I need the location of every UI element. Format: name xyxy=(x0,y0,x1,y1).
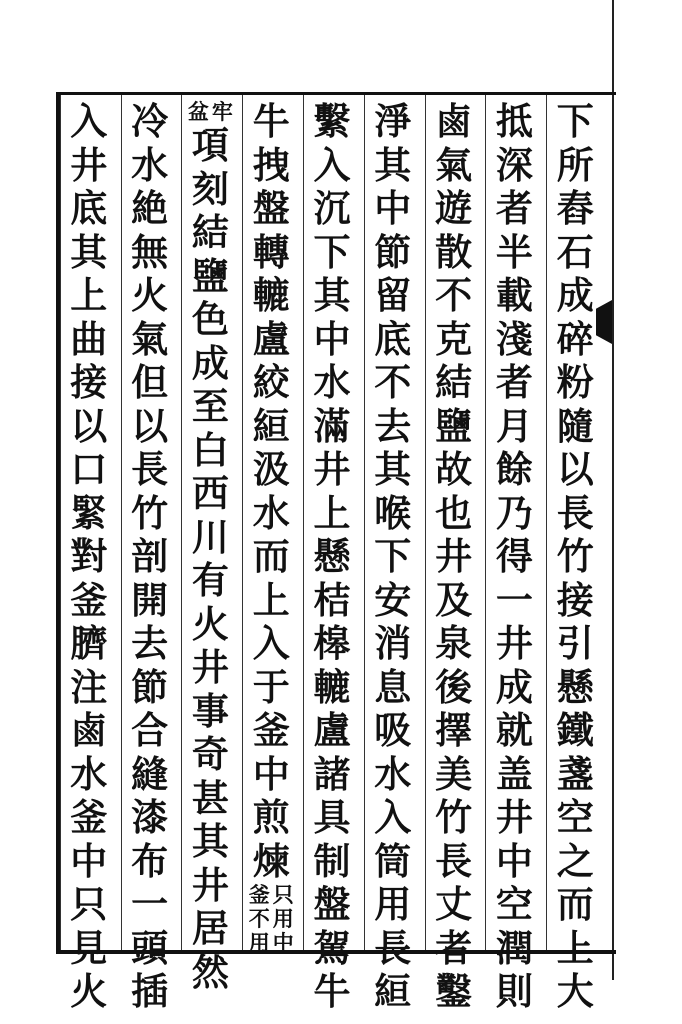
character: 盞 xyxy=(556,751,594,796)
character: 竹 xyxy=(131,490,169,535)
character: 其 xyxy=(191,819,229,863)
character: 剖 xyxy=(131,534,169,578)
character: 就 xyxy=(495,708,533,752)
character: 諸 xyxy=(313,751,351,796)
character: 居 xyxy=(191,906,229,950)
character: 美 xyxy=(435,751,473,796)
character: 西 xyxy=(191,471,229,515)
character: 中 xyxy=(70,838,108,883)
character: 消 xyxy=(374,621,412,665)
character: 絙 xyxy=(252,403,290,448)
character: 長 xyxy=(131,447,169,491)
character: 入 xyxy=(374,795,412,839)
character: 竹 xyxy=(435,795,473,839)
character: 白 xyxy=(191,427,229,472)
top-annotation xyxy=(187,100,233,124)
text-column xyxy=(184,99,236,994)
text-column xyxy=(428,99,480,1013)
character: 筒 xyxy=(374,838,412,883)
character: 桔 xyxy=(313,577,351,622)
character: 故 xyxy=(435,447,473,491)
character: 底 xyxy=(70,186,108,230)
character: 舂 xyxy=(556,186,594,230)
character: 空 xyxy=(495,882,533,926)
character: 火 xyxy=(191,601,229,646)
character: 及 xyxy=(435,577,473,622)
annotation-character: 釜 xyxy=(248,882,270,907)
annotation-left-line xyxy=(187,100,209,124)
character: 下 xyxy=(556,99,594,143)
character: 井 xyxy=(435,534,473,578)
annotation-character: 盆 xyxy=(187,99,209,124)
column-separator xyxy=(425,95,426,950)
column-text xyxy=(310,100,354,1014)
character: 井 xyxy=(495,795,533,839)
character: 井 xyxy=(70,142,108,187)
character: 以 xyxy=(70,403,108,448)
character: 轆 xyxy=(252,273,290,317)
text-column xyxy=(306,99,358,1013)
character: 所 xyxy=(556,142,594,187)
column-separator xyxy=(364,95,365,950)
column-text xyxy=(249,100,293,883)
character: 項 xyxy=(191,123,229,167)
character: 懸 xyxy=(313,534,351,578)
column-text xyxy=(188,124,232,994)
character: 大 xyxy=(556,969,594,1013)
column-separator xyxy=(242,95,243,950)
character: 縫 xyxy=(131,751,169,796)
character: 臍 xyxy=(70,621,108,665)
character: 節 xyxy=(374,229,412,274)
character: 拽 xyxy=(252,142,290,187)
character: 氣 xyxy=(131,316,169,361)
character: 懸 xyxy=(556,664,594,709)
column-text xyxy=(432,100,476,1014)
character: 中 xyxy=(495,838,533,883)
character: 井 xyxy=(191,862,229,907)
character: 只 xyxy=(70,882,108,926)
text-column xyxy=(245,99,297,955)
character: 中 xyxy=(374,186,412,230)
character: 盤 xyxy=(252,186,290,230)
character: 半 xyxy=(495,229,533,274)
character: 制 xyxy=(313,838,351,883)
character: 絶 xyxy=(131,186,169,230)
character: 不 xyxy=(435,273,473,317)
character: 插 xyxy=(131,969,169,1013)
character: 轉 xyxy=(252,229,290,274)
character: 盧 xyxy=(252,316,290,361)
character: 盧 xyxy=(313,708,351,752)
character: 一 xyxy=(131,882,169,926)
character: 餘 xyxy=(495,447,533,491)
character: 引 xyxy=(556,621,594,665)
character: 然 xyxy=(191,949,229,994)
character: 火 xyxy=(70,969,108,1013)
character: 牛 xyxy=(313,969,351,1013)
character: 留 xyxy=(374,273,412,317)
character: 鐵 xyxy=(556,708,594,752)
column-separator xyxy=(121,95,122,950)
text-column xyxy=(367,99,419,1013)
character: 有 xyxy=(191,558,229,602)
character: 者 xyxy=(495,186,533,230)
character: 刻 xyxy=(191,166,229,211)
character: 乃 xyxy=(495,490,533,535)
annotation-left-line xyxy=(248,883,270,955)
column-separator xyxy=(181,95,182,950)
character: 駕 xyxy=(313,925,351,970)
character: 色 xyxy=(191,297,229,341)
character: 深 xyxy=(495,142,533,187)
character: 擇 xyxy=(435,708,473,752)
character: 去 xyxy=(131,621,169,665)
text-column xyxy=(124,99,176,1013)
character: 汲 xyxy=(252,447,290,491)
character: 結 xyxy=(191,210,229,254)
character: 泉 xyxy=(435,621,473,665)
character: 後 xyxy=(435,664,473,709)
character: 中 xyxy=(313,316,351,361)
character: 下 xyxy=(374,534,412,578)
character: 布 xyxy=(131,838,169,883)
character: 上 xyxy=(313,490,351,535)
text-column xyxy=(549,99,601,1013)
annotation-character: 牢 xyxy=(211,99,233,124)
character: 水 xyxy=(374,751,412,796)
column-text xyxy=(492,100,536,1014)
character: 石 xyxy=(556,229,594,274)
character: 結 xyxy=(435,360,473,404)
character: 成 xyxy=(495,664,533,709)
character: 井 xyxy=(313,447,351,491)
character: 至 xyxy=(191,384,229,428)
character: 上 xyxy=(70,273,108,317)
character: 得 xyxy=(495,534,533,578)
text-column xyxy=(488,99,540,1013)
character: 緊 xyxy=(70,490,108,535)
page-edge-line xyxy=(612,0,614,980)
character: 用 xyxy=(374,882,412,926)
character: 抵 xyxy=(495,99,533,143)
character: 無 xyxy=(131,229,169,274)
character: 于 xyxy=(252,664,290,709)
character: 水 xyxy=(70,751,108,796)
character: 息 xyxy=(374,664,412,709)
character: 煎 xyxy=(252,795,290,839)
text-column xyxy=(63,99,115,1013)
annotation-right-line xyxy=(211,100,233,124)
character: 而 xyxy=(252,534,290,578)
character: 碎 xyxy=(556,316,594,361)
character: 喉 xyxy=(374,490,412,535)
character: 長 xyxy=(556,490,594,535)
character: 鹽 xyxy=(435,403,473,448)
character: 其 xyxy=(374,142,412,187)
character: 牛 xyxy=(252,99,290,143)
character: 其 xyxy=(70,229,108,274)
character: 接 xyxy=(556,577,594,622)
character: 接 xyxy=(70,360,108,404)
character: 口 xyxy=(70,447,108,491)
character: 開 xyxy=(131,577,169,622)
character: 水 xyxy=(252,490,290,535)
character: 空 xyxy=(556,795,594,839)
character: 奇 xyxy=(191,732,229,776)
character: 成 xyxy=(556,273,594,317)
character: 絞 xyxy=(252,360,290,404)
annotation-character: 只 xyxy=(272,882,294,907)
character: 氣 xyxy=(435,142,473,187)
character: 頭 xyxy=(131,925,169,970)
column-separator xyxy=(546,95,547,950)
character: 安 xyxy=(374,577,412,622)
character: 上 xyxy=(556,925,594,970)
annotation-right-line xyxy=(272,883,294,955)
character: 長 xyxy=(435,838,473,883)
character: 槔 xyxy=(313,621,351,665)
character: 入 xyxy=(252,621,290,665)
character: 則 xyxy=(495,969,533,1013)
character: 釜 xyxy=(70,795,108,839)
character: 具 xyxy=(313,795,351,839)
character: 但 xyxy=(131,360,169,404)
character: 甚 xyxy=(191,775,229,820)
character: 絙 xyxy=(374,969,412,1013)
character: 見 xyxy=(70,925,108,970)
character: 火 xyxy=(131,273,169,317)
character: 以 xyxy=(556,447,594,491)
character: 之 xyxy=(556,838,594,883)
character: 井 xyxy=(495,621,533,665)
top-border-rule xyxy=(56,92,616,95)
character: 月 xyxy=(495,403,533,448)
column-text xyxy=(553,100,597,1014)
column-separator xyxy=(485,95,486,950)
character: 漆 xyxy=(131,795,169,839)
character: 成 xyxy=(191,340,229,385)
character: 入 xyxy=(313,142,351,187)
character: 丈 xyxy=(435,882,473,926)
character: 釜 xyxy=(70,577,108,622)
column-text xyxy=(128,100,172,1014)
character: 曲 xyxy=(70,316,108,361)
character: 隨 xyxy=(556,403,594,448)
character: 去 xyxy=(374,403,412,448)
annotation-character: 用 xyxy=(248,930,270,955)
character: 鹵 xyxy=(70,708,108,752)
inline-annotation xyxy=(248,883,294,955)
character: 井 xyxy=(191,645,229,689)
character: 盖 xyxy=(495,751,533,796)
character: 遊 xyxy=(435,186,473,230)
character: 吸 xyxy=(374,708,412,752)
character: 沉 xyxy=(313,186,351,230)
character: 也 xyxy=(435,490,473,535)
character: 而 xyxy=(556,882,594,926)
character: 潤 xyxy=(495,925,533,970)
column-separator xyxy=(60,95,61,950)
character: 對 xyxy=(70,534,108,578)
character: 繫 xyxy=(313,99,351,143)
character: 節 xyxy=(131,664,169,709)
character: 水 xyxy=(131,142,169,187)
character: 不 xyxy=(374,360,412,404)
character: 淨 xyxy=(374,99,412,143)
character: 克 xyxy=(435,316,473,361)
character: 載 xyxy=(495,273,533,317)
character: 鑿 xyxy=(435,969,473,1013)
character: 其 xyxy=(313,273,351,317)
character: 鹵 xyxy=(435,99,473,143)
character: 一 xyxy=(495,577,533,622)
character: 粉 xyxy=(556,360,594,404)
annotation-character: 不 xyxy=(248,906,270,931)
character: 冷 xyxy=(131,99,169,143)
character: 事 xyxy=(191,688,229,733)
character: 底 xyxy=(374,316,412,361)
annotation-character: 中 xyxy=(272,930,294,955)
character: 釜 xyxy=(252,708,290,752)
character: 下 xyxy=(313,229,351,274)
character: 散 xyxy=(435,229,473,274)
column-separator xyxy=(303,95,304,950)
character: 入 xyxy=(70,99,108,143)
character: 滿 xyxy=(313,403,351,448)
column-text xyxy=(371,100,415,1014)
annotation-character: 用 xyxy=(272,906,294,931)
character: 川 xyxy=(191,514,229,559)
character: 以 xyxy=(131,403,169,448)
character: 鹽 xyxy=(191,253,229,298)
character: 盤 xyxy=(313,882,351,926)
character: 上 xyxy=(252,577,290,622)
character: 者 xyxy=(435,925,473,970)
character: 煉 xyxy=(252,838,290,883)
character: 竹 xyxy=(556,534,594,578)
character: 其 xyxy=(374,447,412,491)
character: 合 xyxy=(131,708,169,752)
character: 長 xyxy=(374,925,412,970)
column-text xyxy=(67,100,111,1014)
character: 注 xyxy=(70,664,108,709)
character: 淺 xyxy=(495,316,533,361)
character: 水 xyxy=(313,360,351,404)
character: 者 xyxy=(495,360,533,404)
character: 中 xyxy=(252,751,290,796)
character: 轆 xyxy=(313,664,351,709)
